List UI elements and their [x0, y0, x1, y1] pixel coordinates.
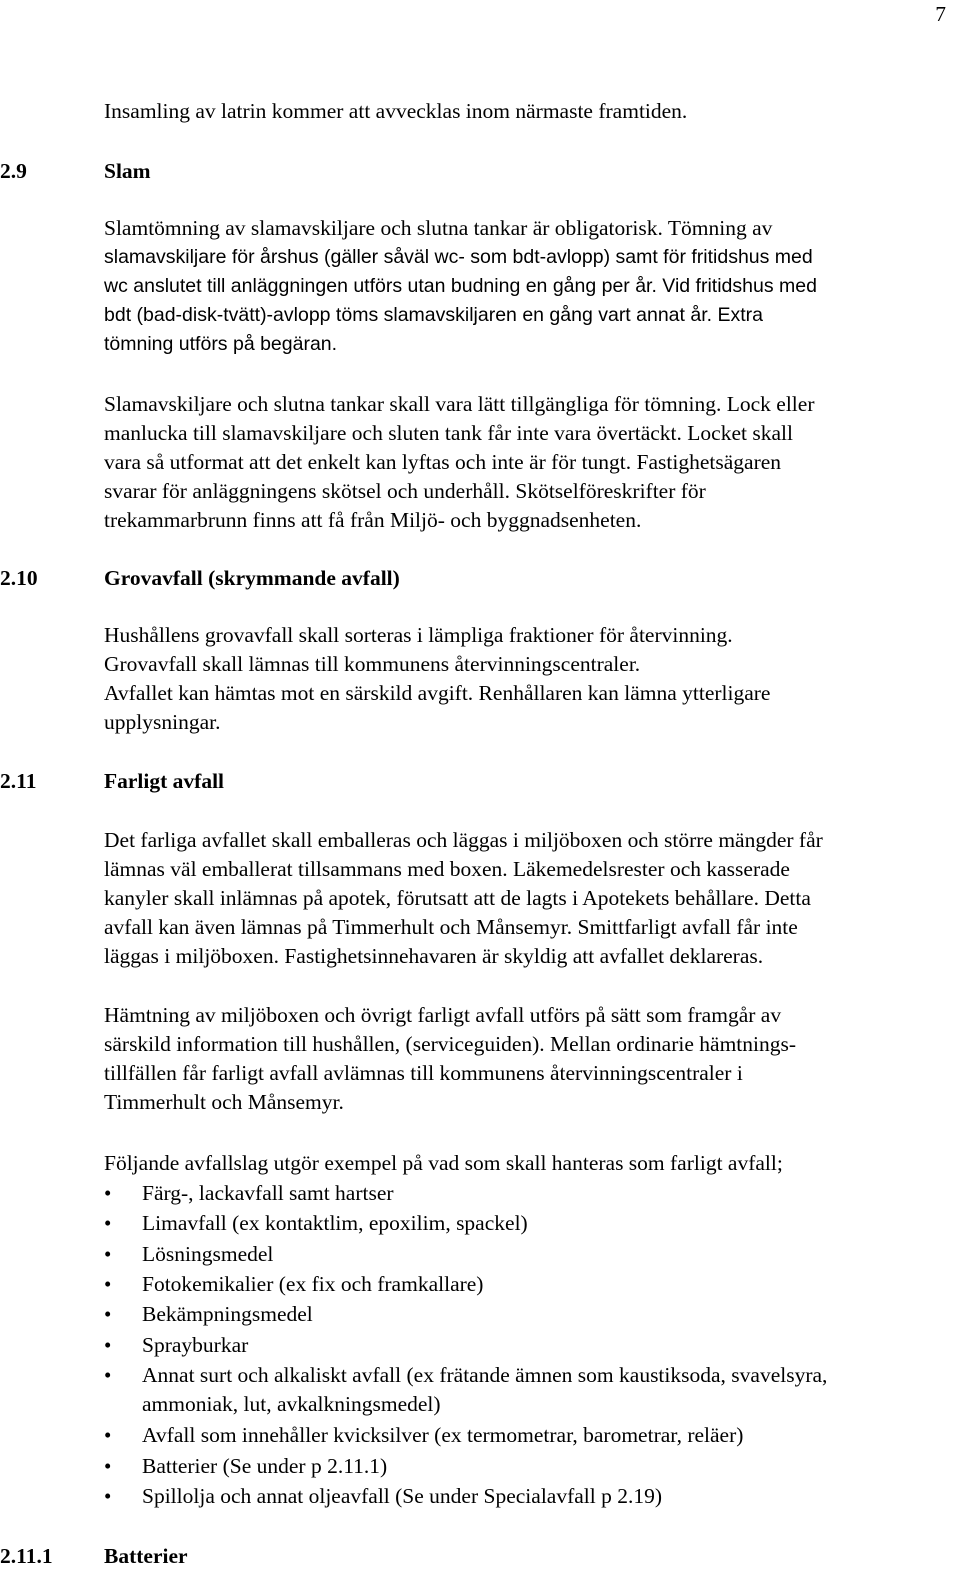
slam-paragraph-2-line: manlucka till slamavskiljare och sluten tank får inte vara övertäckt. Locket skall — [104, 421, 793, 445]
section-title-slam: Slam — [104, 159, 151, 183]
grovavfall-paragraph-line: Grovavfall skall lämnas till kommunens återvinningscentraler. — [104, 652, 641, 676]
bullet-icon: • — [104, 1302, 112, 1326]
slam-paragraph-1-line: slamavskiljare för årshus (gäller såväl wc- som bdt-avlopp) samt för fritidshus med — [104, 246, 813, 268]
hazardous-list-intro: Följande avfallslag utgör exempel på vad som skall hanteras som farligt avfall; — [104, 1151, 783, 1175]
bullet-icon: • — [104, 1333, 112, 1357]
slam-paragraph-2-line: svarar för anläggningens skötsel och underhåll. Skötselföreskrifter för — [104, 479, 706, 503]
intro-text: Insamling av latrin kommer att avvecklas inom närmaste framtiden. — [104, 99, 688, 123]
section-title-grovavfall: Grovavfall (skrymmande avfall) — [104, 566, 400, 590]
section-number-2-11: 2.11 — [0, 769, 37, 793]
grovavfall-paragraph-line: upplysningar. — [104, 710, 221, 734]
bullet-icon: • — [104, 1423, 112, 1447]
bullet-icon: • — [104, 1181, 112, 1205]
section-number-2-9: 2.9 — [0, 159, 27, 183]
list-item-text: Avfall som innehåller kvicksilver (ex termometrar, barometrar, reläer) — [142, 1423, 744, 1447]
bullet-icon: • — [104, 1454, 112, 1478]
bullet-icon: • — [104, 1242, 112, 1266]
slam-paragraph-1-line: bdt (bad-disk-tvätt)-avlopp töms slamavskiljaren en gång vart annat år. Extra — [104, 304, 763, 326]
list-item-text: Limavfall (ex kontaktlim, epoxilim, spackel) — [142, 1211, 528, 1235]
list-item-text: Fotokemikalier (ex fix och framkallare) — [142, 1272, 484, 1296]
farligt-paragraph-2-line: särskild information till hushållen, (serviceguiden). Mellan ordinarie hämtnings- — [104, 1032, 797, 1056]
list-item-text-continued: ammoniak, lut, avkalkningsmedel) — [142, 1392, 441, 1416]
farligt-paragraph-1-line: avfall kan även lämnas på Timmerhult och Månsemyr. Smittfarligt avfall får inte — [104, 915, 798, 939]
list-item-text: Sprayburkar — [142, 1333, 249, 1357]
slam-paragraph-1-line: wc anslutet till anläggningen utförs utan budning en gång per år. Vid fritidshus med — [104, 275, 817, 297]
list-item-text: Färg-, lackavfall samt hartser — [142, 1181, 394, 1205]
farligt-paragraph-1-line: läggas i miljöboxen. Fastighetsinnehavaren är skyldig att avfallet deklareras. — [104, 944, 764, 968]
slam-paragraph-2-line: vara så utformat att det enkelt kan lyftas och inte är för tungt. Fastighetsägaren — [104, 450, 782, 474]
list-item-text: Bekämpningsmedel — [142, 1302, 313, 1326]
grovavfall-paragraph-line: Hushållens grovavfall skall sorteras i lämpliga fraktioner för återvinning. — [104, 623, 733, 647]
farligt-paragraph-1-line: Det farliga avfallet skall emballeras och läggas i miljöboxen och större mängder får — [104, 828, 823, 852]
bullet-icon: • — [104, 1363, 112, 1387]
section-title-farligt-avfall: Farligt avfall — [104, 769, 225, 793]
slam-paragraph-1-line: Slamtömning av slamavskiljare och slutna tankar är obligatorisk. Tömning av — [104, 216, 773, 240]
slam-paragraph-2-line: trekammarbrunn finns att få från Miljö- och byggnadsenheten. — [104, 508, 642, 532]
section-number-2-10: 2.10 — [0, 566, 38, 590]
slam-paragraph-1-line: tömning utförs på begäran. — [104, 333, 338, 355]
bullet-icon: • — [104, 1484, 112, 1508]
grovavfall-paragraph-line: Avfallet kan hämtas mot en särskild avgift. Renhållaren kan lämna ytterligare — [104, 681, 771, 705]
farligt-paragraph-2-line: Hämtning av miljöboxen och övrigt farligt avfall utförs på sätt som framgår av — [104, 1003, 782, 1027]
farligt-paragraph-2-line: tillfällen får farligt avfall avlämnas till kommunens återvinningscentraler i — [104, 1061, 743, 1085]
page-number: 7 — [935, 2, 946, 26]
bullet-icon: • — [104, 1211, 112, 1235]
list-item-text: Annat surt och alkaliskt avfall (ex frätande ämnen som kaustiksoda, svavelsyra, — [142, 1363, 828, 1387]
farligt-paragraph-1-line: lämnas väl emballerat tillsammans med boxen. Läkemedelsrester och kasserade — [104, 857, 790, 881]
farligt-paragraph-1-line: kanyler skall inlämnas på apotek, förutsatt att de lagts i Apotekets behållare. Detta — [104, 886, 811, 910]
section-number-2-11-1: 2.11.1 — [0, 1544, 53, 1568]
list-item-text: Batterier (Se under p 2.11.1) — [142, 1454, 388, 1478]
slam-paragraph-2-line: Slamavskiljare och slutna tankar skall vara lätt tillgängliga för tömning. Lock eller — [104, 392, 815, 416]
section-title-batterier: Batterier — [104, 1544, 188, 1568]
farligt-paragraph-2-line: Timmerhult och Månsemyr. — [104, 1090, 344, 1114]
list-item-text: Spillolja och annat oljeavfall (Se under Specialavfall p 2.19) — [142, 1484, 663, 1508]
list-item-text: Lösningsmedel — [142, 1242, 274, 1266]
bullet-icon: • — [104, 1272, 112, 1296]
